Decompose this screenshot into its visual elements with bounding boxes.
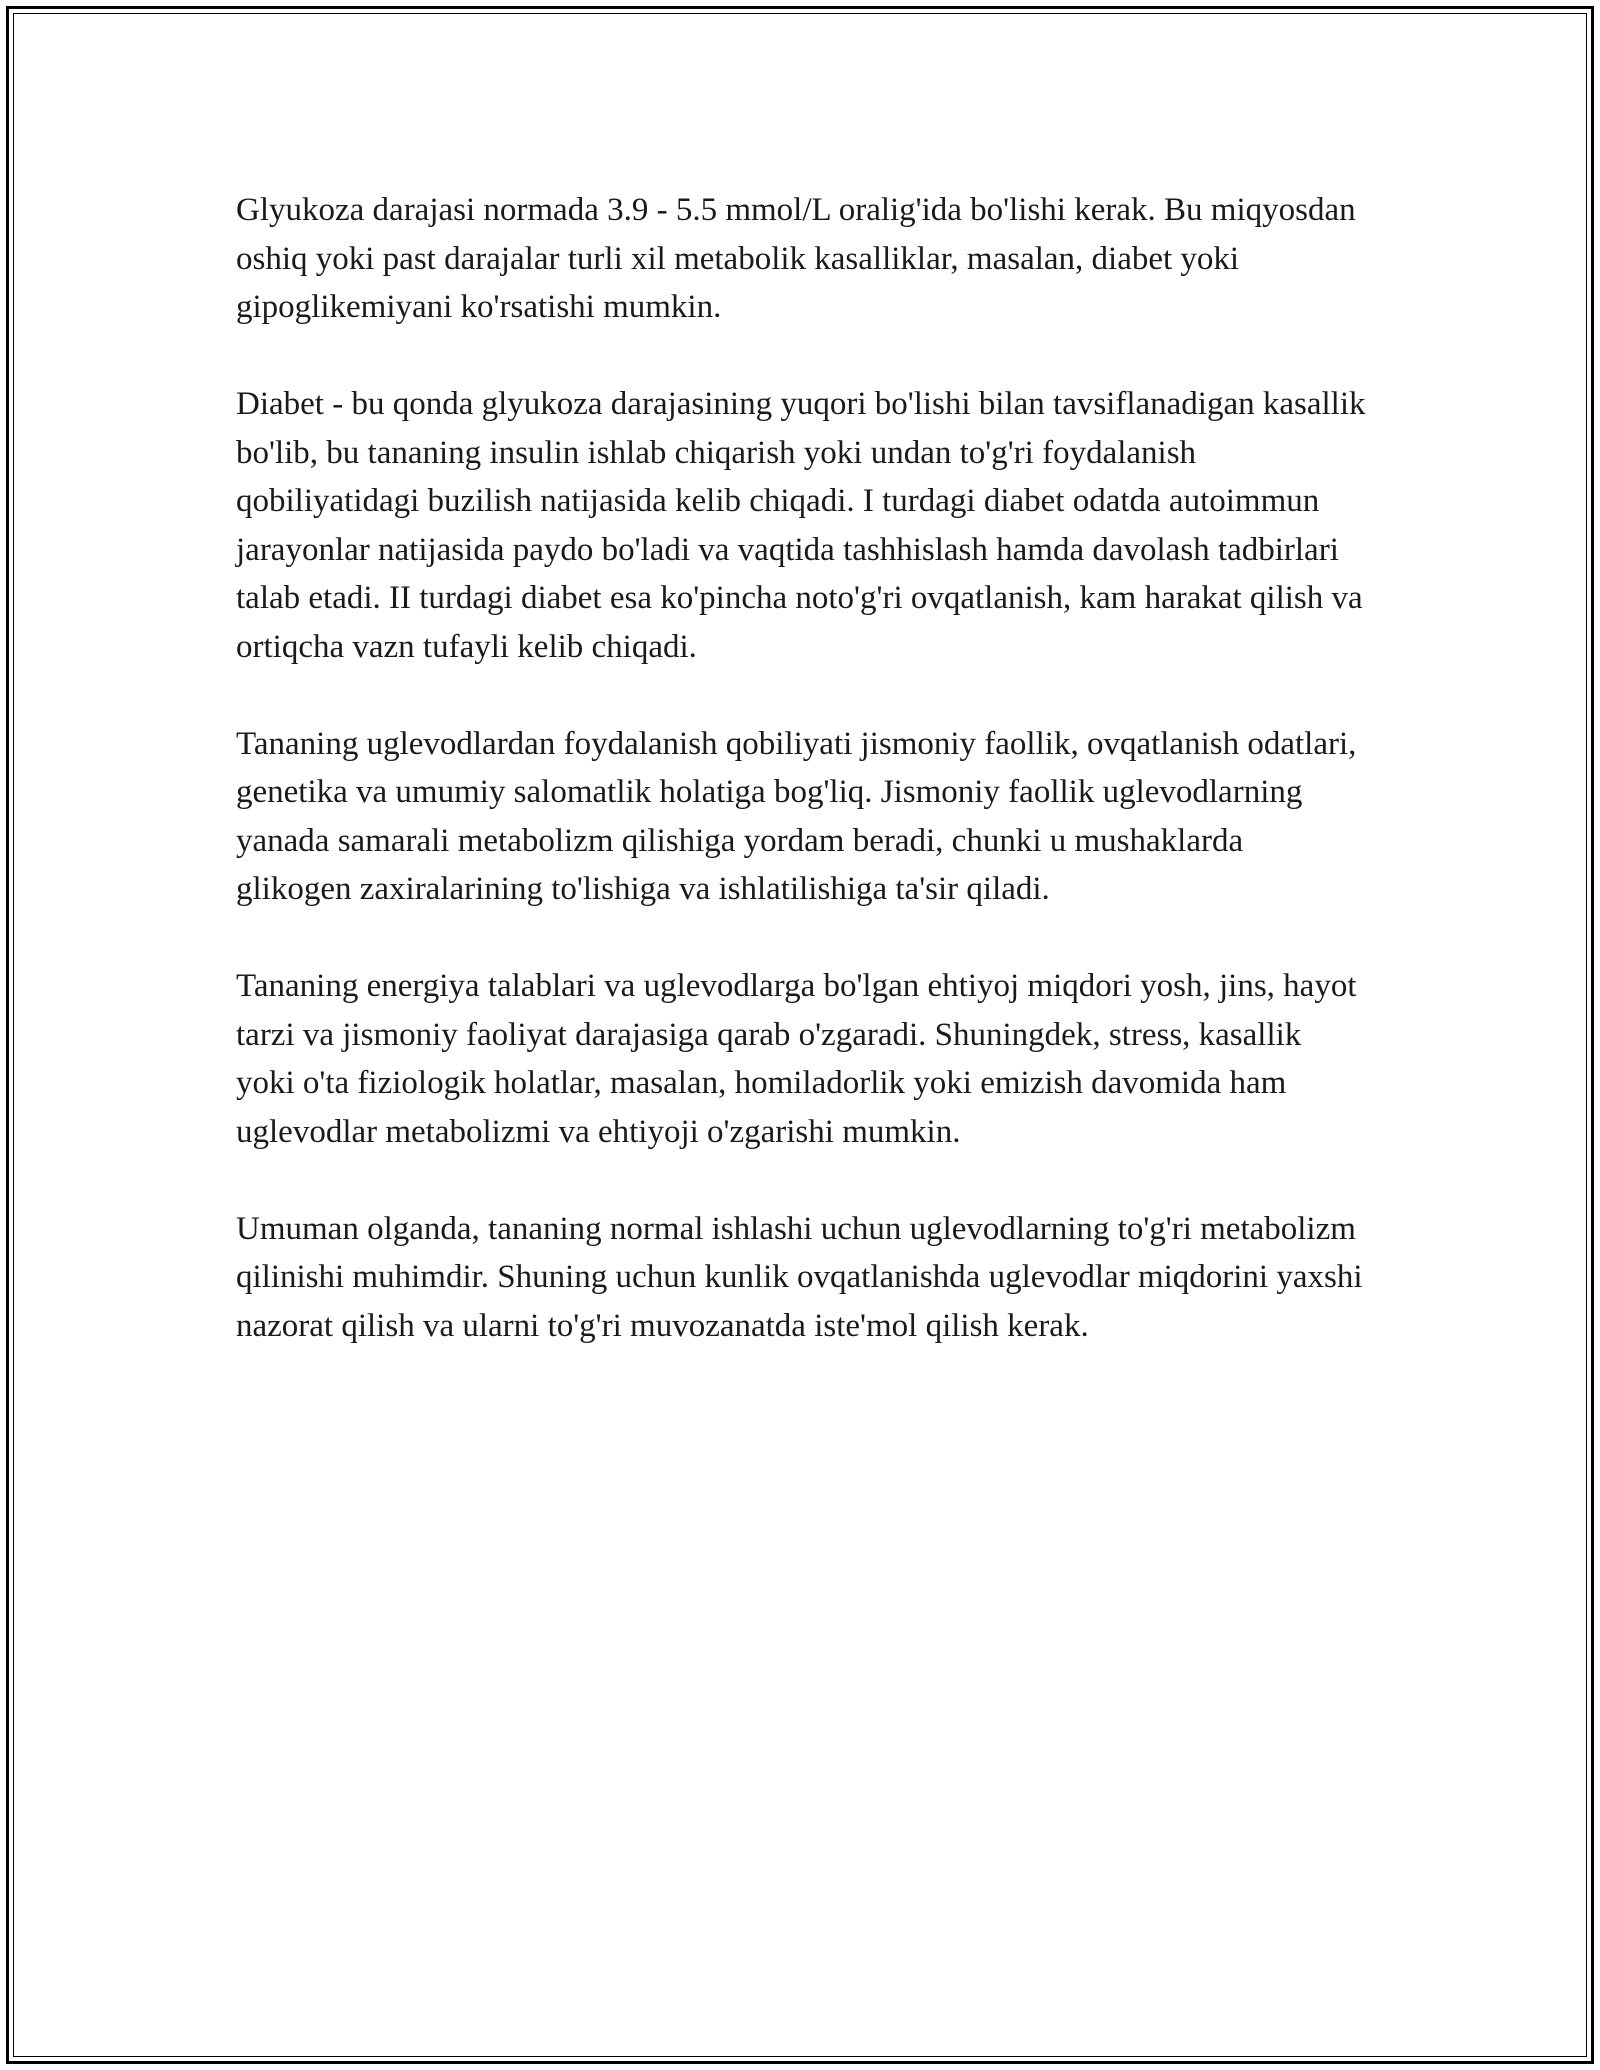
paragraph-carbohydrate-use: Tananing uglevodlardan foydalanish qobiliyati jismoniy faollik, ovqatlanish odatlari, genetika va umumiy salomatlik holatiga bog'liq. Jismoniy faollik uglevodlarning yanada samarali metabolizm qilishiga yordam beradi, chunki u mushaklarda glikogen zaxiralarining to'lishiga va ishlatilishiga ta'sir qiladi. xyxy=(236,725,1357,907)
document-body xyxy=(236,186,1366,1399)
paragraph-glucose-norm: Glyukoza darajasi normada 3.9 - 5.5 mmol/L oralig'ida bo'lishi kerak. Bu miqyosdan oshiq yoki past darajalar turli xil metabolik kasalliklar, masalan, diabet yoki gipoglikemiyani ko'rsatishi mumkin. xyxy=(236,192,1356,325)
paragraph-diabetes: Diabet - bu qonda glyukoza darajasining yuqori bo'lishi bilan tavsiflanadigan kasallik bo'lib, bu tananing insulin ishlab chiqarish yoki undan to'g'ri foydalanish qobiliyatidagi buzilish natijasida kelib chiqadi. I turdagi diabet odatda autoimmun jarayonlar natijasida paydo bo'ladi va vaqtida tashhislash hamda davolash tadbirlari talab etadi. II turdagi diabet esa ko'pincha noto'g'ri ovqatlanish, kam harakat qilish va ortiqcha vazn tufayli kelib chiqadi. xyxy=(236,386,1366,665)
paragraph-conclusion: Umuman olganda, tananing normal ishlashi uchun uglevodlarning to'g'ri metabolizm qilinishi muhimdir. Shuning uchun kunlik ovqatlanishda uglevodlar miqdorini yaxshi nazorat qilish va ularni to'g'ri muvozanatda iste'mol qilish kerak. xyxy=(236,1210,1363,1344)
paragraph-energy-needs: Tananing energiya talablari va uglevodlarga bo'lgan ehtiyoj miqdori yosh, jins, hayot tarzi va jismoniy faoliyat darajasiga qarab o'zgaradi. Shuningdek, stress, kasallik yoki o'ta fiziologik holatlar, masalan, homiladorlik yoki emizish davomida ham uglevodlar metabolizmi va ehtiyoji o'zgarishi mumkin. xyxy=(236,968,1357,1150)
